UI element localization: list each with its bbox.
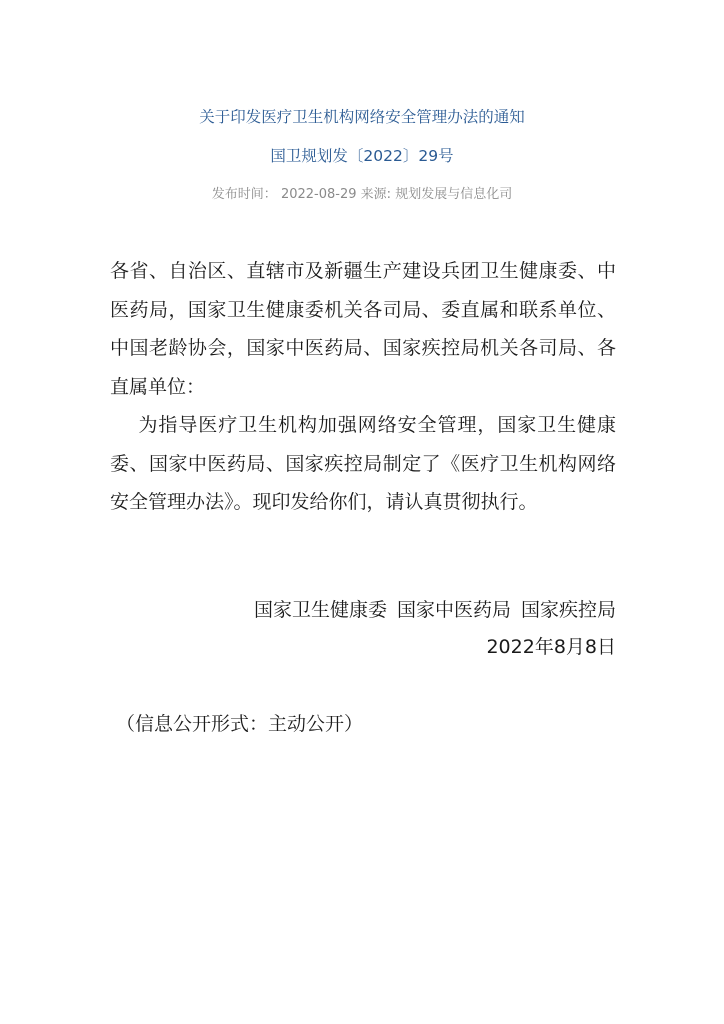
publish-date: 2022-08-29 [280,187,357,202]
document-number: 国卫规划发〔2022〕29号 [270,147,454,165]
signature-date: 2022年8月8日 [486,636,616,658]
main-paragraph: 为指导医疗卫生机构加强网络安全管理，国家卫生健康委、国家中医药局、国家疾控局制定了《医疗卫生机构网络安全管理办法》。现印发给你们，请认真贯彻执行。 [110,414,616,513]
notice-title: 关于印发医疗卫生机构网络安全管理办法的通知 [199,108,525,126]
signing-org: 国家中医药局 [396,599,511,621]
notice-body [110,252,616,522]
source-value: 规划发展与信息化司 [395,187,513,202]
disclosure-note: （信息公开形式：主动公开） [116,713,364,735]
recipients-paragraph: 各省、自治区、直辖市及新疆生产建设兵团卫生健康委、中医药局，国家卫生健康委机关各司局、委直属和联系单位、中国老龄协会，国家中医药局、国家疾控局机关各司局、各直属单位： [110,260,616,398]
signing-organizations [254,592,616,629]
signing-org: 国家卫生健康委 [253,599,387,621]
publish-meta [0,183,724,202]
signature-block [254,592,616,666]
signing-org: 国家疾控局 [520,599,616,621]
source-label: 来源: [360,187,392,202]
publish-time-label: 发布时间： [211,187,277,202]
